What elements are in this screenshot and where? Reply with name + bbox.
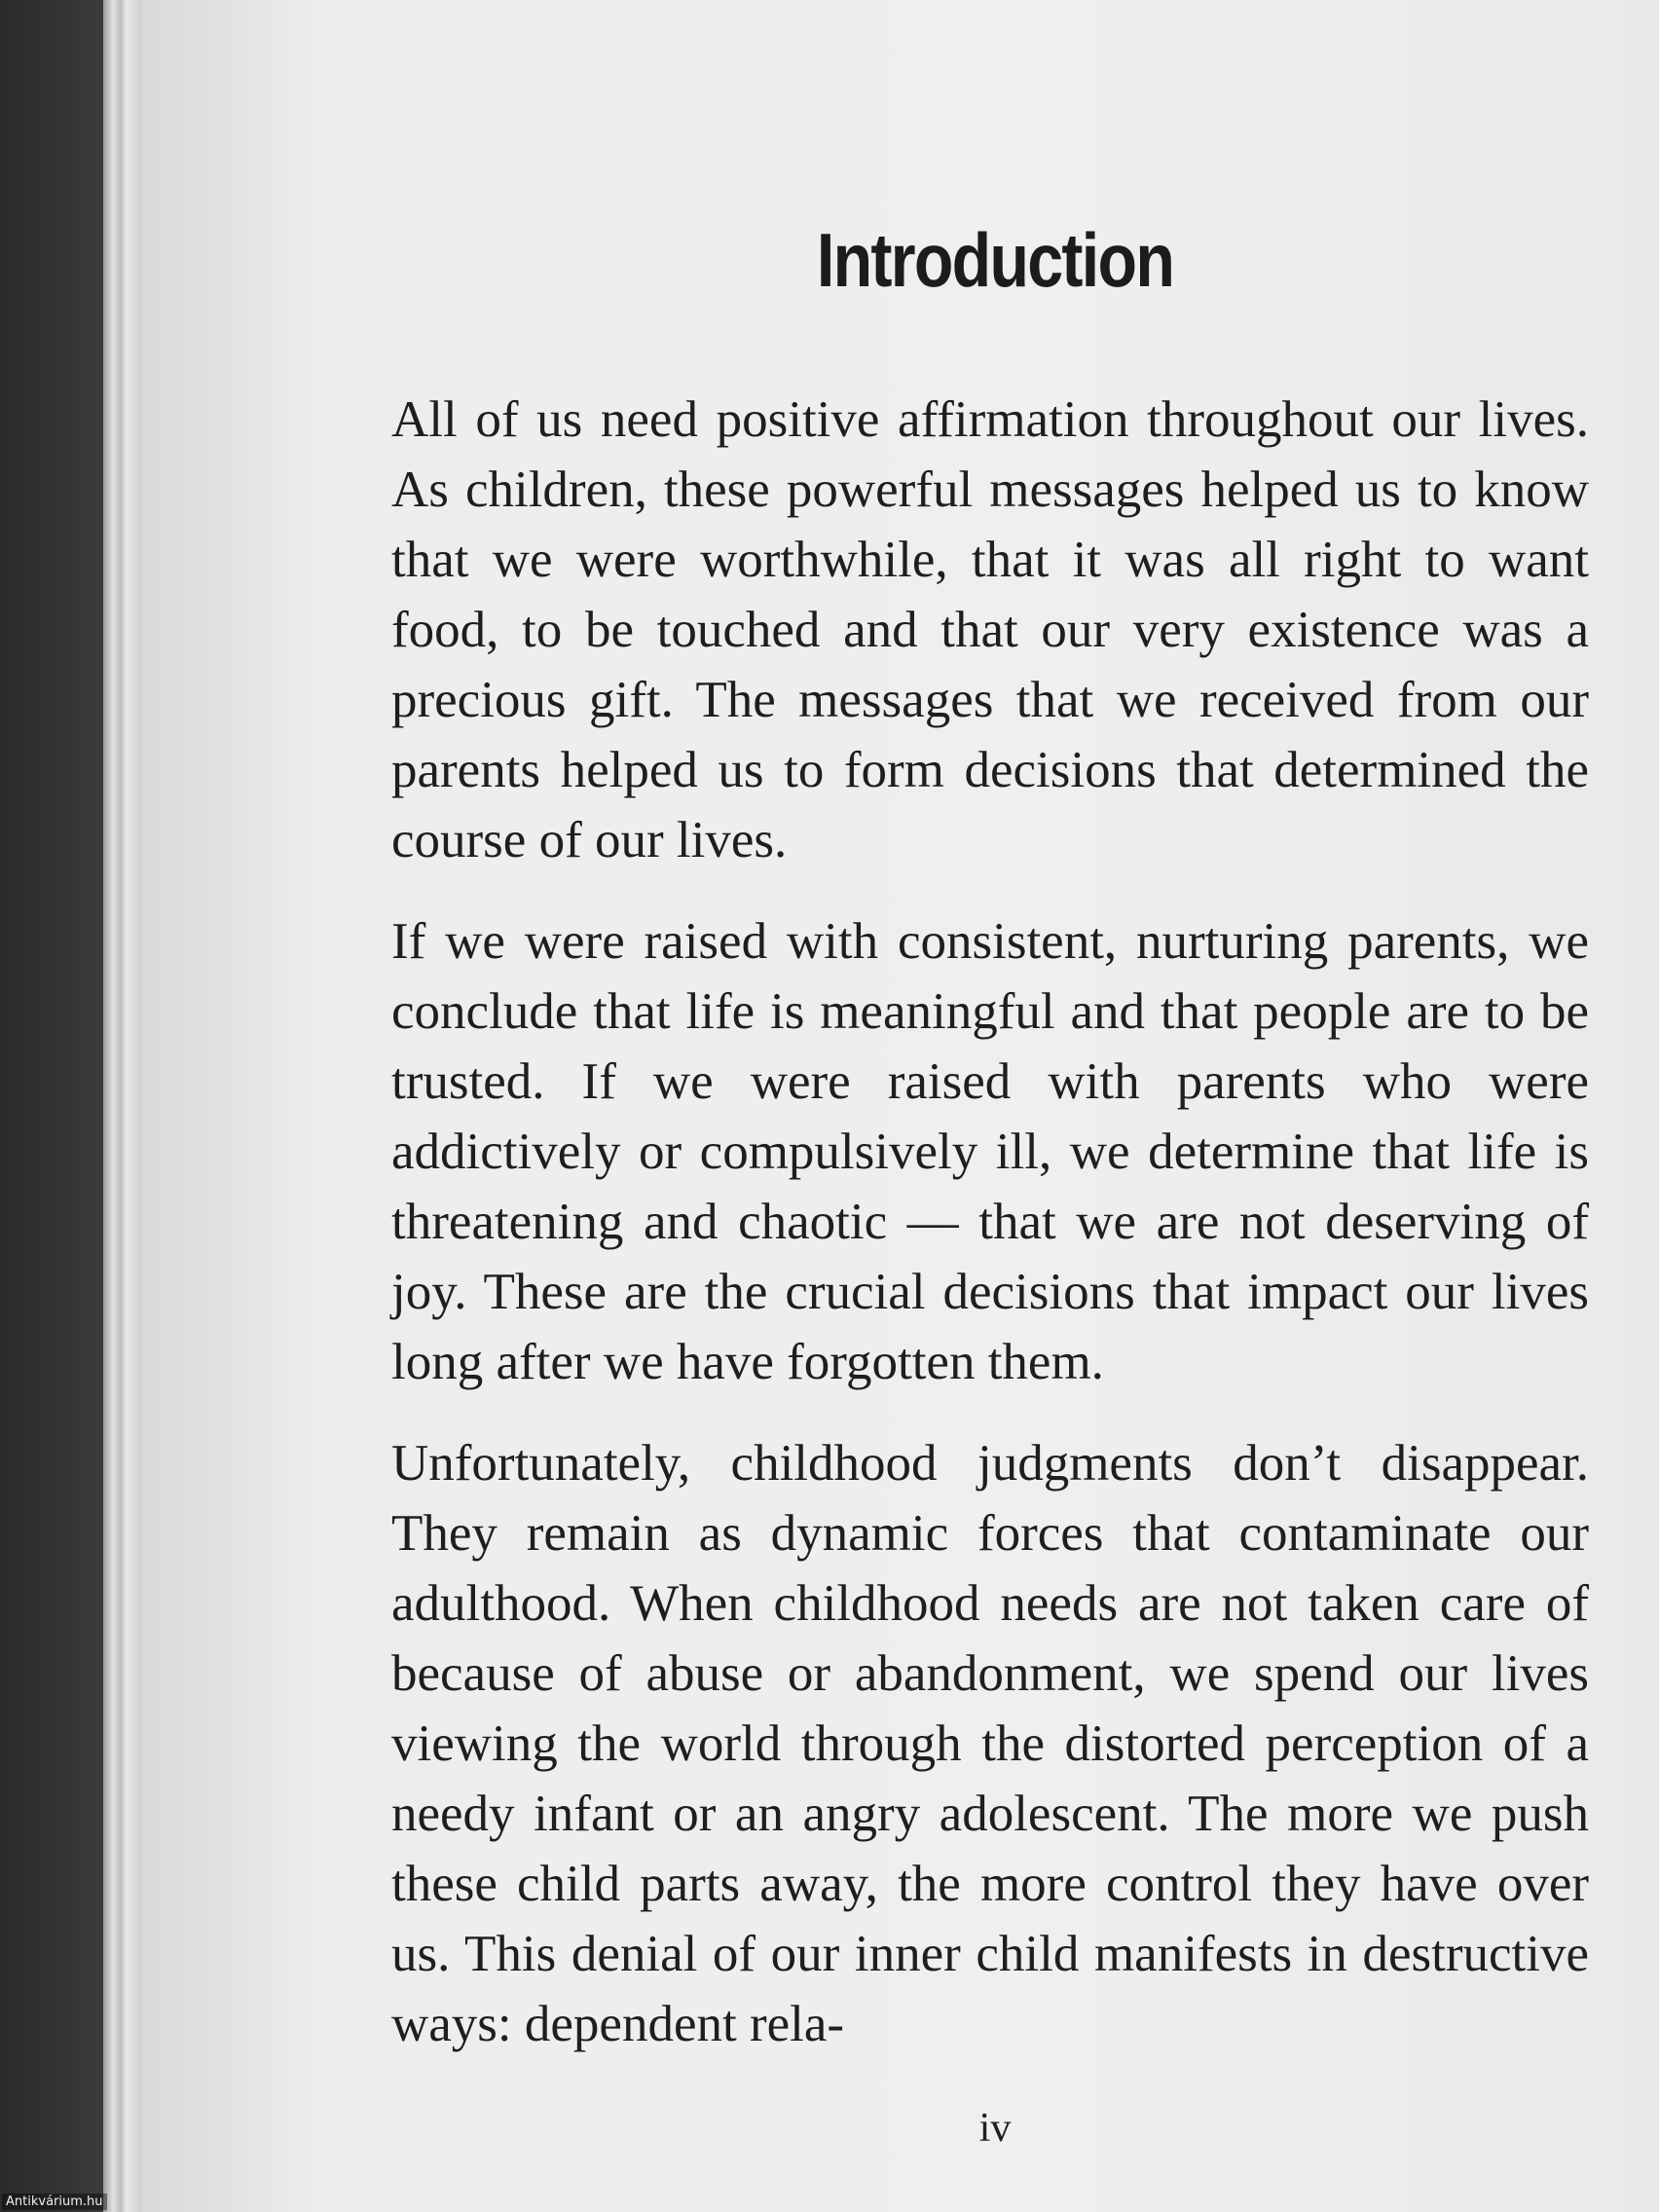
paragraph-2: If we were raised with consistent, nurturing parents, we conclude that life is meaningful and that people are to be trusted. If we were raised with parents who were addictively or compulsively ill, we determine that life is threatening and chaotic — that we are not deserving of joy. These are the crucial decisions that impact our lives long after we have forgotten them.	[391, 913, 1589, 1390]
body-text	[391, 385, 1589, 2090]
paragraph-3: Unfortunately, childhood judgments don’t disappear. They remain as dynamic forces that contaminate our adulthood. When childhood needs are not taken care of because of abuse or abandonment, we spend our lives viewing the world through the distorted perception of a needy infant or an angry adolescent. The more we push these child parts away, the more control they have over us. This denial of our inner child manifests in destructive ways: dependent rela-	[391, 1435, 1589, 2052]
page-title: Introduction	[816, 217, 1174, 303]
paragraph-1: All of us need positive affirmation throughout our lives. As children, these powerful messages helped us to know that we were worthwhile, that it was all right to want food, to be touched and that our very existence was a precious gift. The messages that we received from our parents helped us to form decisions that determined the course of our lives.	[391, 391, 1589, 868]
binding-shadow	[0, 0, 103, 2212]
watermark: Antikvárium.hu	[2, 2194, 107, 2210]
page-edges	[103, 0, 142, 2212]
page-number: iv	[978, 2106, 1012, 2151]
